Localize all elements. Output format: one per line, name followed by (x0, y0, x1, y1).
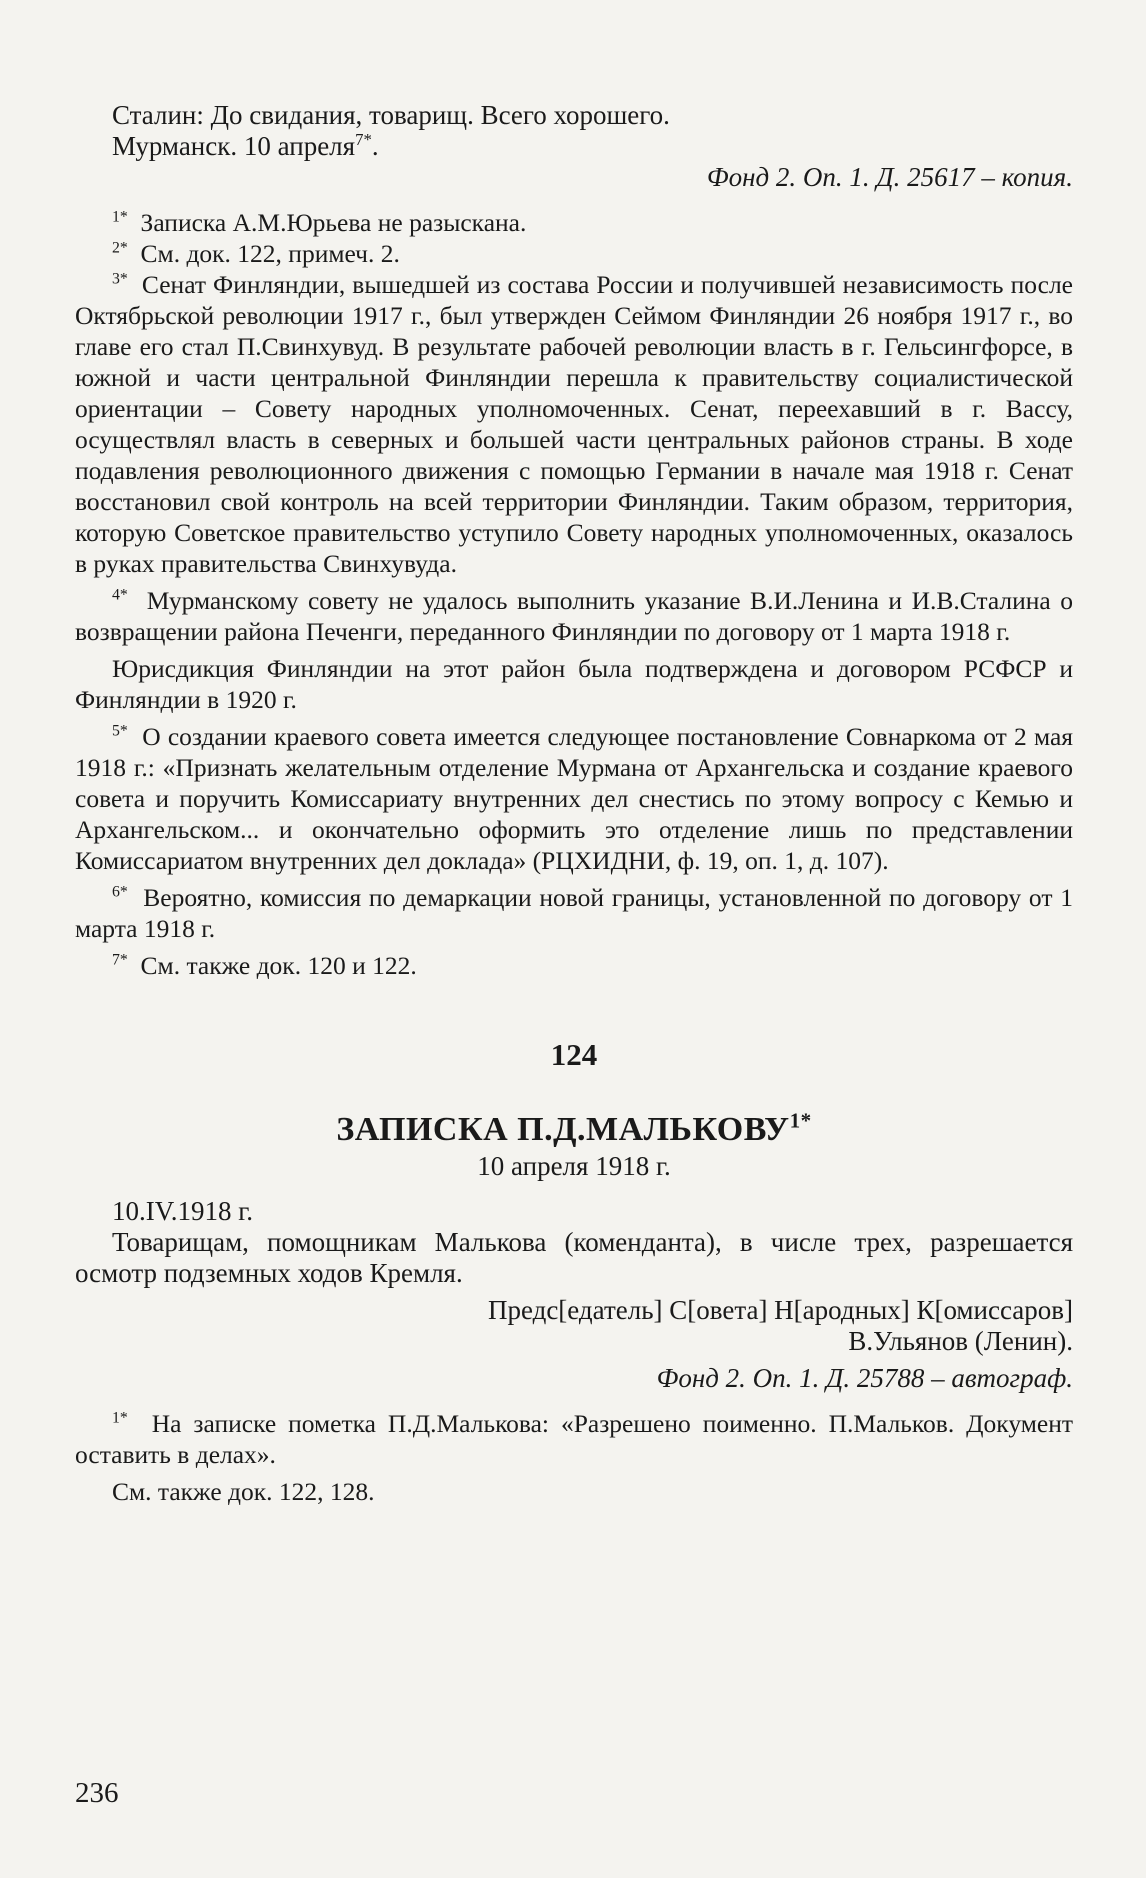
footnote-text: См. док. 122, примеч. 2. (140, 239, 400, 268)
footnote-text: О создании краевого совета имеется следующее постановление Совнаркома от 2 мая 1918 г.: «Признать желательным отделение Мурмана от Архангельска и создание краевого совета и поручить Комиссариату внутренних дел снестись по этому вопросу с Кемью и Архангельском... и окончательно оформить это отделение лишь по представлении Комиссариатом внутренних дел доклада» (РЦХИДНИ, ф. 19, оп. 1, д. 107). (75, 722, 1073, 875)
footnote-mark: 3* (112, 270, 128, 288)
date-text: Мурманск. 10 апреля (112, 131, 356, 161)
archive-source: Фонд 2. Оп. 1. Д. 25617 – копия. (706, 162, 1073, 192)
signature-name: В.Ульянов (Ленин). (848, 1326, 1073, 1356)
footnote (75, 882, 1073, 944)
archive-source: Фонд 2. Оп. 1. Д. 25788 – автограф. (656, 1363, 1073, 1393)
dialogue-line: Сталин: До свидания, товарищ. Всего хорошего. (112, 100, 670, 130)
punctuation: . (371, 131, 379, 161)
document-date: 10 апреля 1918 г. (477, 1151, 671, 1181)
document-header-date: 10.IV.1918 г. (112, 1196, 254, 1226)
footnote (75, 721, 1073, 876)
footnote-text: См. также док. 120 и 122. (140, 951, 417, 980)
footnote-text: На записке пометка П.Д.Малькова: «Разрешено поименно. П.Мальков. Документ оставить в делах». (75, 1409, 1073, 1469)
footnotes-previous (75, 207, 1073, 981)
footnote-text: Сенат Финляндии, вышедшей из состава России и получившей независимость после Октябрьской революции 1917 г., был утвержден Сеймом Финляндии 26 ноября 1917 г., во главе его стал П.Свинхувуд. В результате рабочей революции власть в г. Гельсингфорсе, в южной и части центральной Финляндии перешла к правительству социалистической ориентации – Совету народных уполномоченных. Сенат, переехавший в г. Вассу, осуществлял власть в северных и большей части центральных районов страны. В ходе подавления революционного движения с помощью Германии в начале мая 1918 г. Сенат восстановил свой контроль на всей территории Финляндии. Таким образом, территория, которую Советское правительство уступило Совету народных уполномоченных, оказалось в руках правительства Свинхувуда. (75, 270, 1074, 578)
footnote-mark: 7* (112, 951, 128, 969)
footnote-mark: 7* (355, 130, 372, 149)
document-number: 124 (550, 1037, 598, 1072)
signature-position: Предс[едатель] С[овета] Н[ародных] К[омиссаров] (487, 1295, 1073, 1325)
footnote-text: Мурманскому совету не удалось выполнить указание В.И.Ленина и И.В.Сталина о возвращении района Печенги, переданного Финляндии по договору от 1 марта 1918 г. (75, 586, 1073, 646)
footnote (75, 238, 1073, 269)
page-content (75, 100, 1073, 1507)
document-title (75, 1108, 1073, 1148)
footnote (75, 585, 1073, 647)
footnote (75, 950, 1073, 981)
footnote-mark: 1* (112, 1409, 128, 1427)
footnote-continuation: Юрисдикция Финляндии на этот район была подтверждена и договором РСФСР и Финляндии в 1920 г. (75, 654, 1073, 714)
footnote-mark: 6* (112, 883, 128, 901)
document-title-text: ЗАПИСКА П.Д.МАЛЬКОВУ (336, 1111, 790, 1148)
footnote-mark: 4* (112, 586, 128, 604)
footnote-mark: 1* (789, 1108, 812, 1133)
dialogue-line-dated (75, 131, 1073, 162)
footnote-continuation: См. также док. 122, 128. (112, 1477, 375, 1506)
footnotes-document (75, 1408, 1073, 1507)
footnote-text: Вероятно, комиссия по демаркации новой границы, установленной по договору от 1 марта 1918 г. (75, 883, 1073, 943)
footnote (75, 269, 1073, 579)
footnote-mark: 1* (112, 208, 128, 226)
document-body: Товарищам, помощникам Малькова (коменданта), в числе трех, разрешается осмотр подземных ходов Кремля. (75, 1227, 1073, 1288)
footnote (75, 207, 1073, 238)
footnote-mark: 5* (112, 722, 128, 740)
footnote-mark: 2* (112, 239, 128, 257)
footnote-text: Записка А.М.Юрьева не разыскана. (140, 208, 527, 237)
page-number: 236 (75, 1777, 119, 1809)
footnote (75, 1408, 1073, 1470)
